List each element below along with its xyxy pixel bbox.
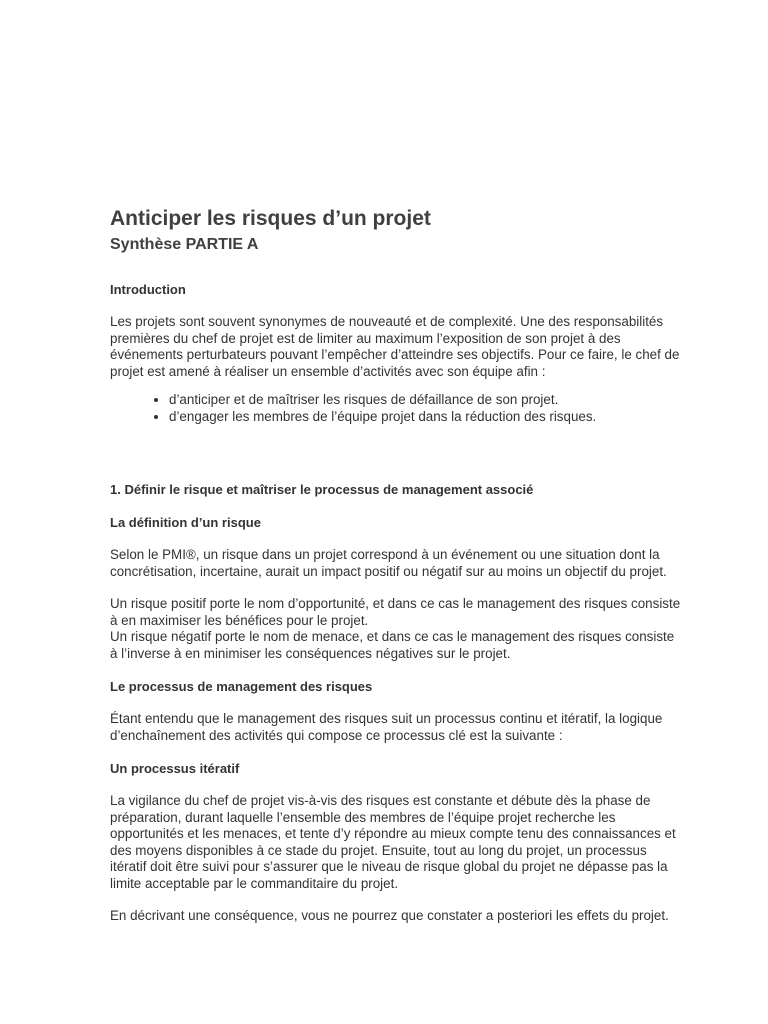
definition-paragraph: Selon le PMI®, un risque dans un projet correspond à un événement ou une situation dont la concrétisation, incertaine, aurait un impact positif ou négatif sur au moins un objectif du projet. [110, 547, 667, 579]
section1-heading: 1. Définir le risque et maîtriser le processus de management associé [110, 482, 534, 497]
intro-paragraph: Les projets sont souvent synonymes de nouveauté et de complexité. Une des responsabilités premières du chef de projet est de limiter au maximum l’exposition de son projet à des événements perturbateurs pouvant l’empêcher d’atteindre ses objectifs. Pour ce faire, le chef de projet est amené à réaliser un ensemble d’activités avec son équipe afin : [110, 314, 680, 379]
process-heading: Le processus de management des risques [110, 679, 373, 694]
negative-risk-paragraph: Un risque négatif porte le nom de menace, et dans ce cas le management des risques consiste à l’inverse à en minimiser les conséquences négatives sur le projet. [110, 629, 675, 661]
document-subtitle: Synthèse PARTIE A [110, 236, 259, 253]
document-content [110, 205, 682, 941]
positive-risk-paragraph: Un risque positif porte le nom d’opportunité, et dans ce cas le management des risques consiste à en maximiser les bénéfices pour le projet. [110, 596, 681, 628]
list-item: • d’engager les membres de l’équipe projet dans la réduction des risques. [169, 409, 682, 426]
document-title: Anticiper les risques d’un projet [110, 207, 431, 230]
consequence-paragraph: En décrivant une conséquence, vous ne pourrez que constater a posteriori les effets du projet. [110, 908, 669, 923]
intro-bullet-list [110, 392, 682, 425]
definition-heading: La définition d’un risque [110, 515, 261, 530]
list-item: • d’anticiper et de maîtriser les risques de défaillance de son projet. [169, 392, 682, 409]
process-paragraph: Étant entendu que le management des risques suit un processus continu et itératif, la logique d’enchaînement des activités qui compose ce processus clé est la suivante : [110, 711, 663, 743]
intro-heading: Introduction [110, 282, 186, 297]
iterative-heading: Un processus itératif [110, 761, 240, 776]
iterative-paragraph: La vigilance du chef de projet vis-à-vis des risques est constante et débute dès la phase de préparation, durant laquelle l’ensemble des membres de l’équipe projet recherche les opportunités et les menaces, et tente d’y répondre au mieux compte tenu des connaissances et des moyens disponibles à ce stade du projet. Ensuite, tout au long du projet, un processus itératif doit être suivi pour s’assurer que le niveau de risque global du projet ne dépasse pas la limite acceptable par le commanditaire du projet. [110, 793, 676, 891]
